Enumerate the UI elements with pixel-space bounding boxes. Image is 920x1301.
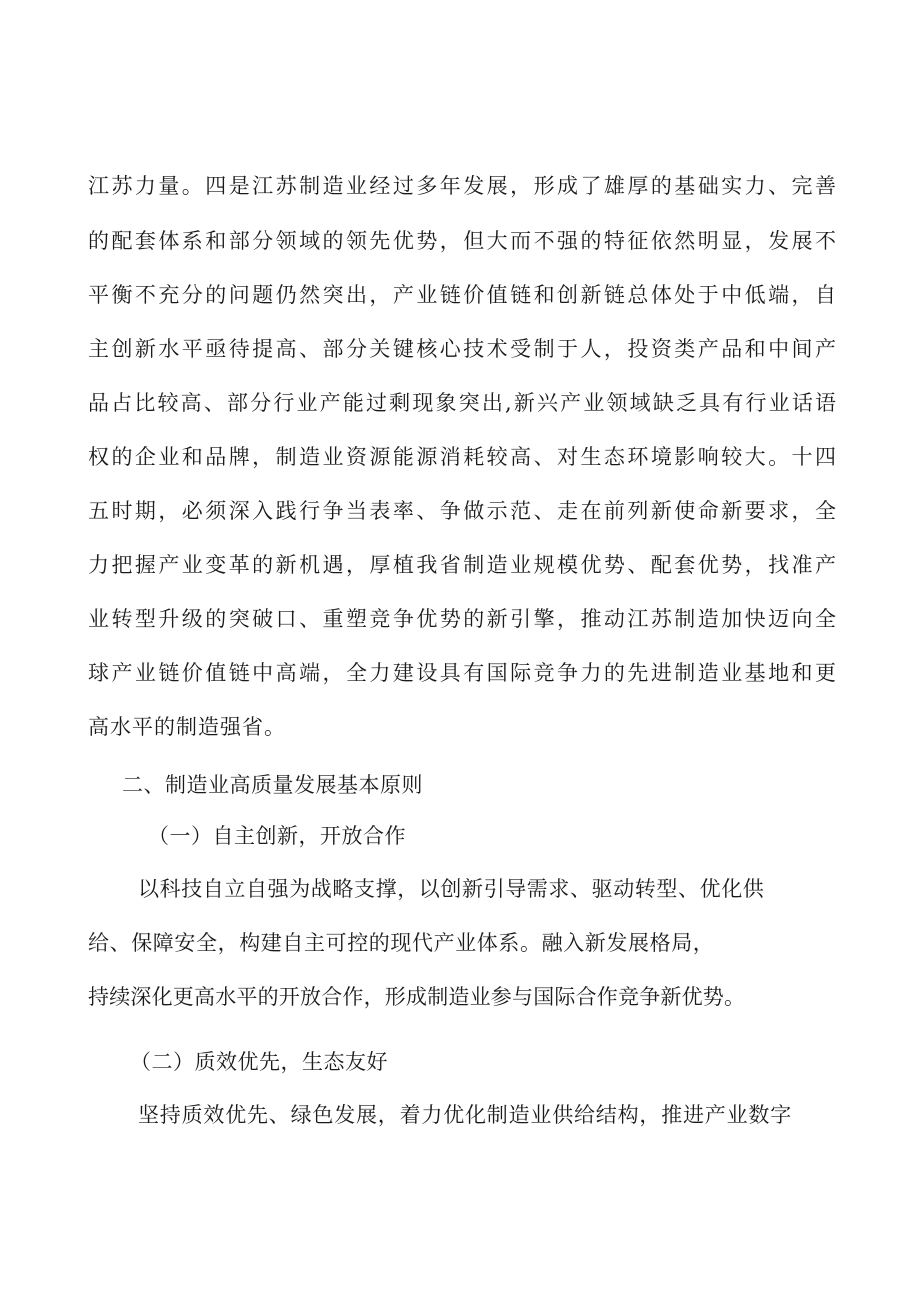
paragraph-line: 以科技自立自强为战略支撑，以创新引导需求、驱动转型、优化供 xyxy=(138,877,765,901)
paragraph-line: 给、保障安全，构建自主可控的现代产业体系。融入新发展格局， xyxy=(88,931,715,955)
paragraph-line: 五时期，必须深入践行争当表率、争做示范、走在前列新使命新要求，全 xyxy=(88,499,836,523)
paragraph-line: 球产业链价值链中高端，全力建设具有国际竞争力的先进制造业基地和更 xyxy=(88,661,836,685)
paragraph-line: 力把握产业变革的新机遇，厚植我省制造业规模优势、配套优势，找准产 xyxy=(88,553,836,577)
paragraph-line: 江苏力量。四是江苏制造业经过多年发展，形成了雄厚的基础实力、完善 xyxy=(88,174,836,198)
paragraph-line: 平衡不充分的问题仍然突出，产业链价值链和创新链总体处于中低端，自 xyxy=(88,283,836,307)
paragraph-line: 坚持质效优先、绿色发展，着力优化制造业供给结构，推进产业数字 xyxy=(138,1103,792,1127)
paragraph-line: 持续深化更高水平的开放合作，形成制造业参与国际合作竞争新优势。 xyxy=(88,985,746,1009)
subsection-heading: （二）质效优先，生态友好 xyxy=(130,1050,388,1074)
subsection-heading: （一）自主创新，开放合作 xyxy=(148,824,406,848)
paragraph-line: 主创新水平亟待提高、部分关键核心技术受制于人，投资类产品和中间产 xyxy=(88,337,836,361)
paragraph-line: 业转型升级的突破口、重塑竞争优势的新引擎，推动江苏制造加快迈向全 xyxy=(88,607,836,631)
paragraph-line: 的配套体系和部分领域的领先优势，但大而不强的特征依然明显，发展不 xyxy=(88,229,836,253)
paragraph-line: 权的企业和品牌，制造业资源能源消耗较高、对生态环境影响较大。十四 xyxy=(88,445,836,469)
paragraph-line: 高水平的制造强省。 xyxy=(88,715,286,739)
paragraph-line: 品占比较高、部分行业产能过剩现象突出,新兴产业领域缺乏具有行业话语 xyxy=(88,391,836,415)
section-heading: 二、制造业高质量发展基本原则 xyxy=(122,773,423,797)
